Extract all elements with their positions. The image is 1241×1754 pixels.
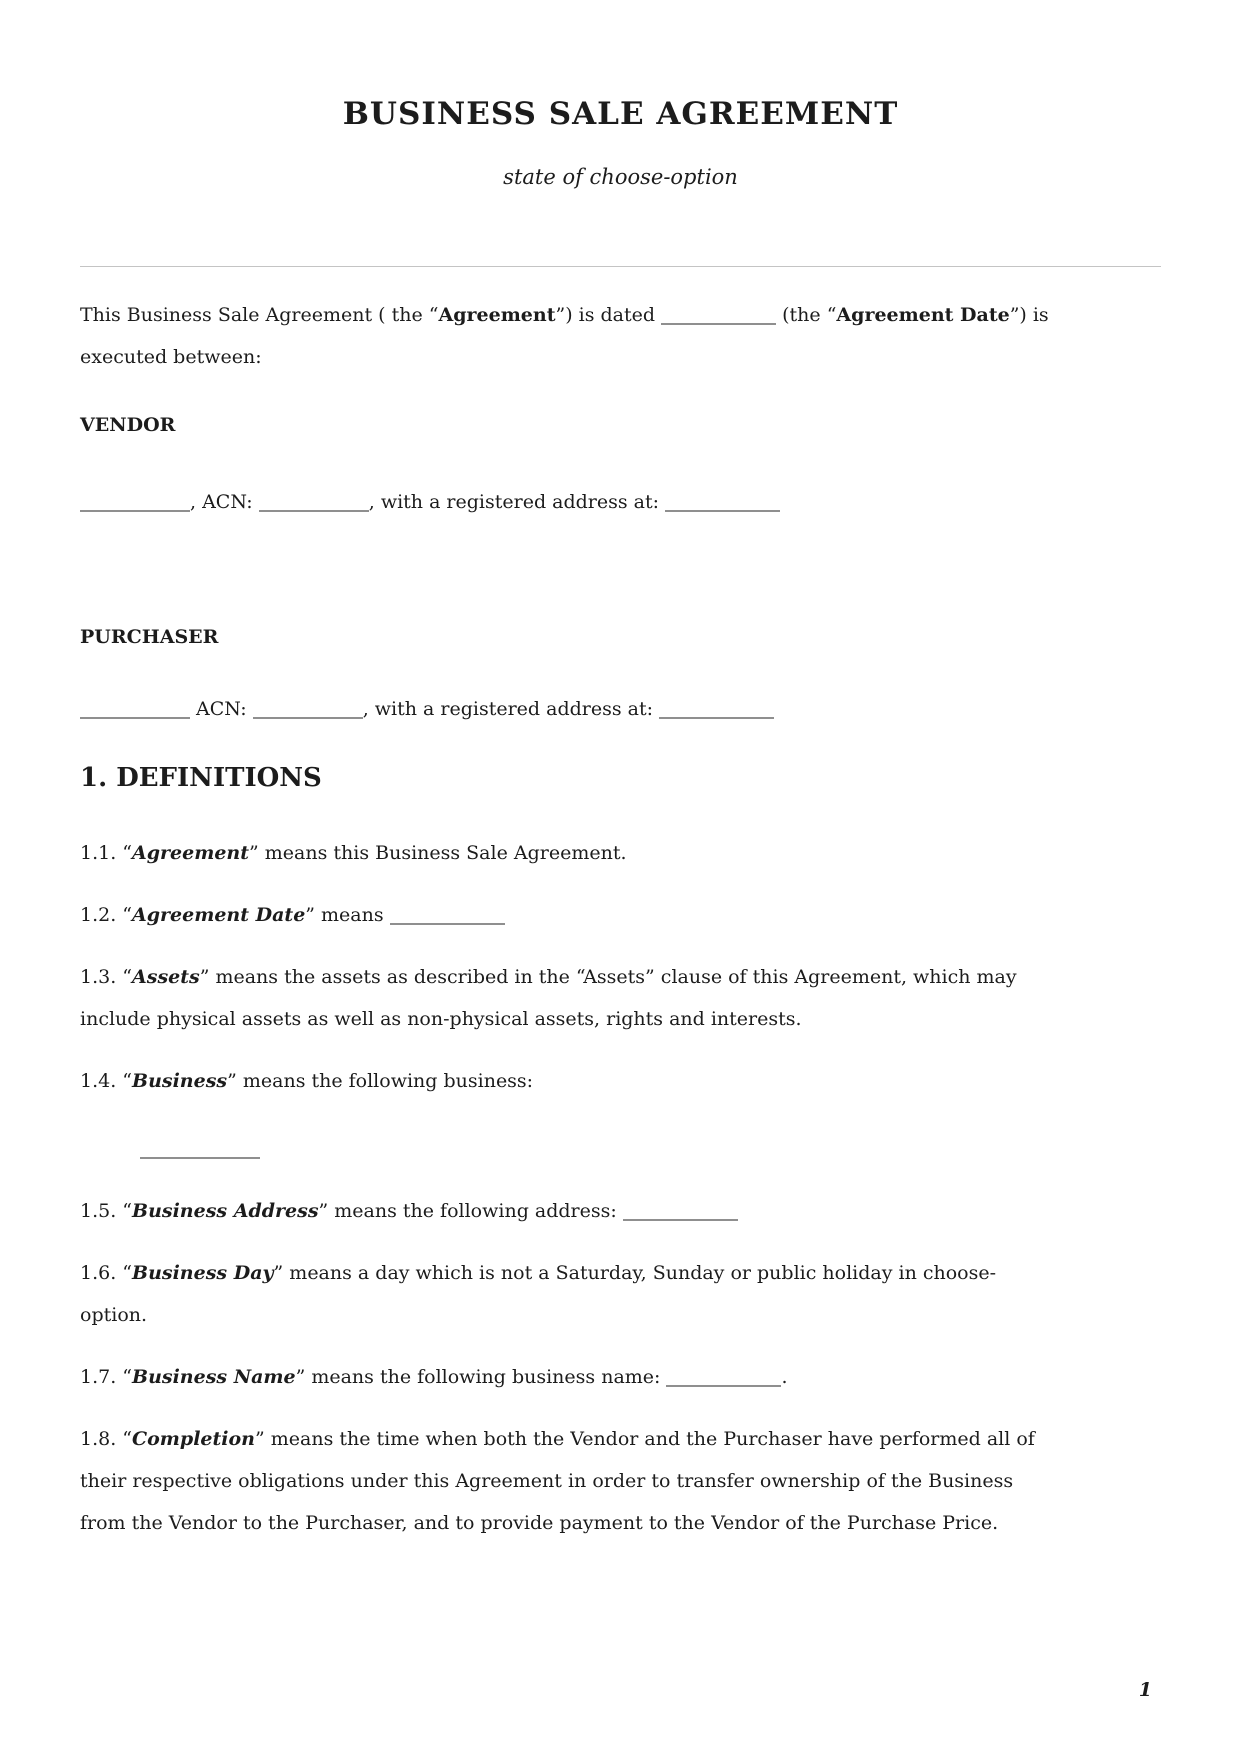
defined-term: Agreement Date xyxy=(132,904,306,926)
text-run: executed between: xyxy=(80,346,262,368)
text-run: option. xyxy=(80,1304,148,1326)
purchaser-details-line xyxy=(80,688,1161,730)
text-run: (the “ xyxy=(776,304,837,326)
divider xyxy=(80,266,1161,267)
definition-item xyxy=(80,956,1161,1040)
text-run: ” means the assets as described in the “Assets” clause of this Agreement, which may xyxy=(199,966,1017,988)
defined-term: Completion xyxy=(132,1428,255,1450)
purchaser-heading: PURCHASER xyxy=(80,626,219,648)
defined-term: Agreement xyxy=(438,304,556,326)
text-run: ” means the following business name: xyxy=(295,1366,667,1388)
text-run: ” means this Business Sale Agreement. xyxy=(249,842,627,864)
text-run: This Business Sale Agreement ( the “ xyxy=(80,304,439,326)
blank-field[interactable] xyxy=(666,1385,781,1387)
document-title: BUSINESS SALE AGREEMENT xyxy=(342,96,899,132)
defined-term: Assets xyxy=(132,966,200,988)
definitions-heading: 1. DEFINITIONS xyxy=(80,763,322,793)
text-run: ACN: xyxy=(190,698,253,720)
definition-item xyxy=(80,894,1161,936)
text-run: 1.3. “ xyxy=(80,966,133,988)
blank-field[interactable] xyxy=(659,717,774,719)
text-run: 1.5. “ xyxy=(80,1200,133,1222)
definition-item xyxy=(80,832,1161,874)
text-run: , with a registered address at: xyxy=(368,491,666,513)
text-run: include physical assets as well as non-physical assets, rights and interests. xyxy=(80,1008,802,1030)
text-run: ” means the time when both the Vendor and the Purchaser have performed all of xyxy=(255,1428,1035,1450)
definition-item xyxy=(80,1356,1161,1398)
blank-field[interactable] xyxy=(259,510,369,512)
text-run: ” means xyxy=(305,904,390,926)
defined-term: Business Name xyxy=(132,1366,296,1388)
text-run: 1.6. “ xyxy=(80,1262,133,1284)
blank-field[interactable] xyxy=(140,1157,260,1159)
defined-term: Business Day xyxy=(132,1262,274,1284)
page-number: 1 xyxy=(1138,1679,1152,1701)
definition-item xyxy=(80,1252,1161,1336)
defined-term: Business xyxy=(132,1070,228,1092)
defined-term: Agreement Date xyxy=(836,304,1010,326)
blank-field[interactable] xyxy=(623,1219,738,1221)
definitions-list xyxy=(80,832,1161,1544)
text-run: . xyxy=(781,1366,788,1388)
text-run: 1.1. “ xyxy=(80,842,133,864)
text-run: ” means the following address: xyxy=(318,1200,623,1222)
definition-item xyxy=(80,1418,1161,1544)
document-subtitle: state of choose-option xyxy=(503,165,738,189)
text-run: 1.4. “ xyxy=(80,1070,133,1092)
defined-term: Agreement xyxy=(132,842,250,864)
definition-item xyxy=(80,1190,1161,1232)
blank-field[interactable] xyxy=(661,323,776,325)
text-run: from the Vendor to the Purchaser, and to provide payment to the Vendor of the Purchase Price. xyxy=(80,1512,999,1534)
blank-field[interactable] xyxy=(80,510,190,512)
business-blank-line xyxy=(80,1128,1161,1170)
blank-field[interactable] xyxy=(665,510,780,512)
text-run: ” means the following business: xyxy=(227,1070,534,1092)
blank-field[interactable] xyxy=(390,923,505,925)
text-run: ” means a day which is not a Saturday, Sunday or public holiday in choose- xyxy=(273,1262,997,1284)
blank-field[interactable] xyxy=(253,717,363,719)
text-run: ”) is xyxy=(1009,304,1049,326)
vendor-heading: VENDOR xyxy=(80,414,176,436)
text-run: 1.2. “ xyxy=(80,904,133,926)
text-run: , with a registered address at: xyxy=(362,698,660,720)
intro-paragraph xyxy=(80,294,1161,378)
defined-term: Business Address xyxy=(132,1200,319,1222)
text-run: ”) is dated xyxy=(555,304,662,326)
blank-field[interactable] xyxy=(80,717,190,719)
text-run: , ACN: xyxy=(190,491,259,513)
vendor-details-line xyxy=(80,481,1161,523)
text-run: 1.7. “ xyxy=(80,1366,133,1388)
text-run: 1.8. “ xyxy=(80,1428,133,1450)
text-run: their respective obligations under this Agreement in order to transfer ownership of the Business xyxy=(80,1470,1014,1492)
definition-item xyxy=(80,1060,1161,1102)
